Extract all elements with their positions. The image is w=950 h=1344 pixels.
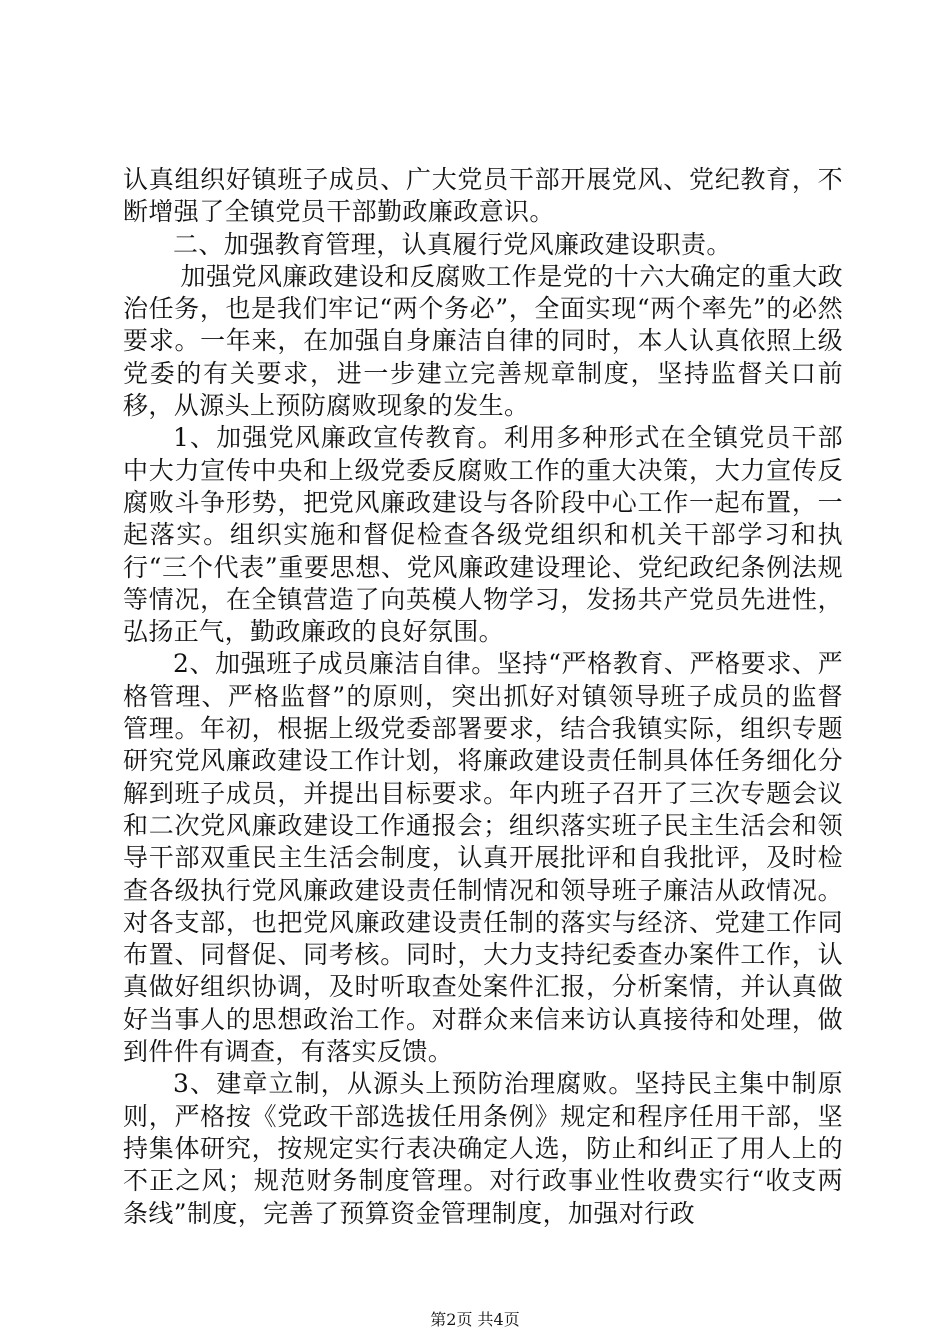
paragraph-item-1: 1、加强党风廉政宣传教育。利用多种形式在全镇党员干部中大力宣传中央和上级党委反腐败工作的重大决策，大力宣传反腐败斗争形势，把党风廉政建设与各阶段中心工作一起布置，一起落实。组织实施和督促检查各级党组织和机关干部学习和执行“三个代表”重要思想、党风廉政建设理论、党纪政纪条例法规等情况，在全镇营造了向英模人物学习，发扬共产党员先进性，弘扬正气，勤政廉政的良好氛围。 — [123, 423, 843, 647]
document-body — [123, 164, 843, 1230]
paragraph-item-3: 3、建章立制，从源头上预防治理腐败。坚持民主集中制原则，严格按《党政干部选拔任用条例》规定和程序任用干部，坚持集体研究，按规定实行表决确定人选，防止和纠正了用人上的不正之风；规范财务制度管理。对行政事业性收费实行“收支两条线”制度，完善了预算资金管理制度，加强对行政 — [123, 1069, 843, 1228]
page-number-footer: 第2页 共4页 — [430, 1310, 520, 1329]
paragraph-item-2: 2、加强班子成员廉洁自律。坚持“严格教育、严格要求、严格管理、严格监督”的原则，突出抓好对镇领导班子成员的监督管理。年初，根据上级党委部署要求，结合我镇实际，组织专题研究党风廉政建设工作计划，将廉政建设责任制具体任务细化分解到班子成员，并提出目标要求。年内班子召开了三次专题会议和二次党风廉政建设工作通报会；组织落实班子民主生活会和领导干部双重民主生活会制度，认真开展批评和自我批评，及时检查各级执行党风廉政建设责任制情况和领导班子廉洁从政情况。对各支部，也把党风廉政建设责任制的落实与经济、党建工作同布置、同督促、同考核。同时，大力支持纪委查办案件工作，认真做好组织协调，及时听取查处案件汇报，分析案情，并认真做好当事人的思想政治工作。对群众来信来访认真接待和处理，做到件件有调查，有落实反馈。 — [123, 649, 843, 1067]
paragraph-intro: 加强党风廉政建设和反腐败工作是党的十六大确定的重大政治任务，也是我们牢记“两个务必”，全面实现“两个率先”的必然要求。一年来，在加强自身廉洁自律的同时，本人认真依照上级党委的有关要求，进一步建立完善规章制度，坚持监督关口前移，从源头上预防腐败现象的发生。 — [123, 261, 843, 421]
section-heading: 二、加强教育管理，认真履行党风廉政建设职责。 — [173, 229, 732, 259]
paragraph-continuation: 认真组织好镇班子成员、广大党员干部开展党风、党纪教育，不断增强了全镇党员干部勤政廉政意识。 — [123, 165, 843, 227]
